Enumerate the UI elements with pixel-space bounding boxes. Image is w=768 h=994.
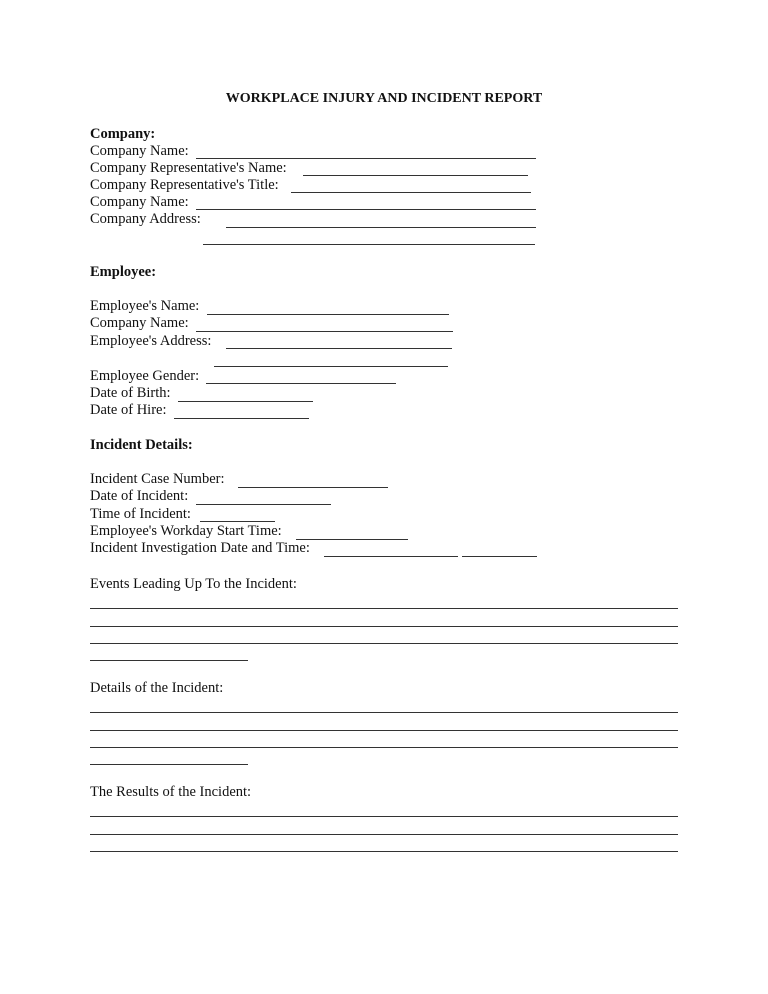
company-rep-title-field[interactable]	[291, 192, 531, 193]
employee-address-field[interactable]	[226, 348, 452, 349]
details-line[interactable]	[90, 747, 678, 748]
workday-start-time-label: Employee's Workday Start Time:	[90, 523, 282, 539]
date-of-incident-label: Date of Incident:	[90, 488, 189, 504]
details-line[interactable]	[90, 730, 678, 731]
time-of-incident-field[interactable]	[200, 521, 275, 522]
company-address-label: Company Address:	[90, 211, 201, 227]
events-leading-line[interactable]	[90, 643, 678, 644]
company-rep-title-label: Company Representative's Title:	[90, 177, 279, 193]
details-line[interactable]	[90, 712, 678, 713]
company-name-label: Company Name:	[90, 143, 189, 159]
details-of-incident-label: Details of the Incident:	[90, 680, 224, 696]
investigation-date-time-label: Incident Investigation Date and Time:	[90, 540, 310, 556]
results-line[interactable]	[90, 851, 678, 852]
date-of-hire-field[interactable]	[174, 418, 309, 419]
results-of-incident-label: The Results of the Incident:	[90, 784, 252, 800]
company-heading: Company:	[90, 126, 156, 142]
employee-name-label: Employee's Name:	[90, 298, 200, 314]
employee-gender-label: Employee Gender:	[90, 368, 200, 384]
date-of-birth-field[interactable]	[178, 401, 313, 402]
employee-heading: Employee:	[90, 264, 157, 280]
workday-start-time-field[interactable]	[296, 539, 408, 540]
date-of-birth-label: Date of Birth:	[90, 385, 171, 401]
investigation-date-field[interactable]	[324, 556, 458, 557]
details-line[interactable]	[90, 764, 248, 765]
events-leading-line[interactable]	[90, 626, 678, 627]
employee-address-field-line-2[interactable]	[214, 366, 448, 367]
incident-details-heading: Incident Details:	[90, 437, 193, 453]
results-line[interactable]	[90, 834, 678, 835]
incident-case-number-label: Incident Case Number:	[90, 471, 225, 487]
employee-gender-field[interactable]	[206, 383, 396, 384]
company-rep-name-field[interactable]	[303, 175, 528, 176]
incident-case-number-field[interactable]	[238, 487, 388, 488]
date-of-hire-label: Date of Hire:	[90, 402, 167, 418]
employee-address-label: Employee's Address:	[90, 333, 212, 349]
events-leading-line[interactable]	[90, 608, 678, 609]
page-title: WORKPLACE INJURY AND INCIDENT REPORT	[225, 91, 543, 106]
time-of-incident-label: Time of Incident:	[90, 506, 191, 522]
company-address-field[interactable]	[226, 227, 536, 228]
company-rep-name-label: Company Representative's Name:	[90, 160, 287, 176]
employee-company-name-field[interactable]	[196, 331, 453, 332]
employee-company-name-label: Company Name:	[90, 315, 189, 331]
company-name-field[interactable]	[196, 158, 536, 159]
company-address-field-line-2[interactable]	[203, 244, 535, 245]
events-leading-line[interactable]	[90, 660, 248, 661]
date-of-incident-field[interactable]	[196, 504, 331, 505]
results-line[interactable]	[90, 816, 678, 817]
events-leading-label: Events Leading Up To the Incident:	[90, 576, 297, 592]
employee-name-field[interactable]	[207, 314, 449, 315]
company-name2-field[interactable]	[196, 209, 536, 210]
company-name2-label: Company Name:	[90, 194, 189, 210]
investigation-time-field[interactable]	[462, 556, 537, 557]
